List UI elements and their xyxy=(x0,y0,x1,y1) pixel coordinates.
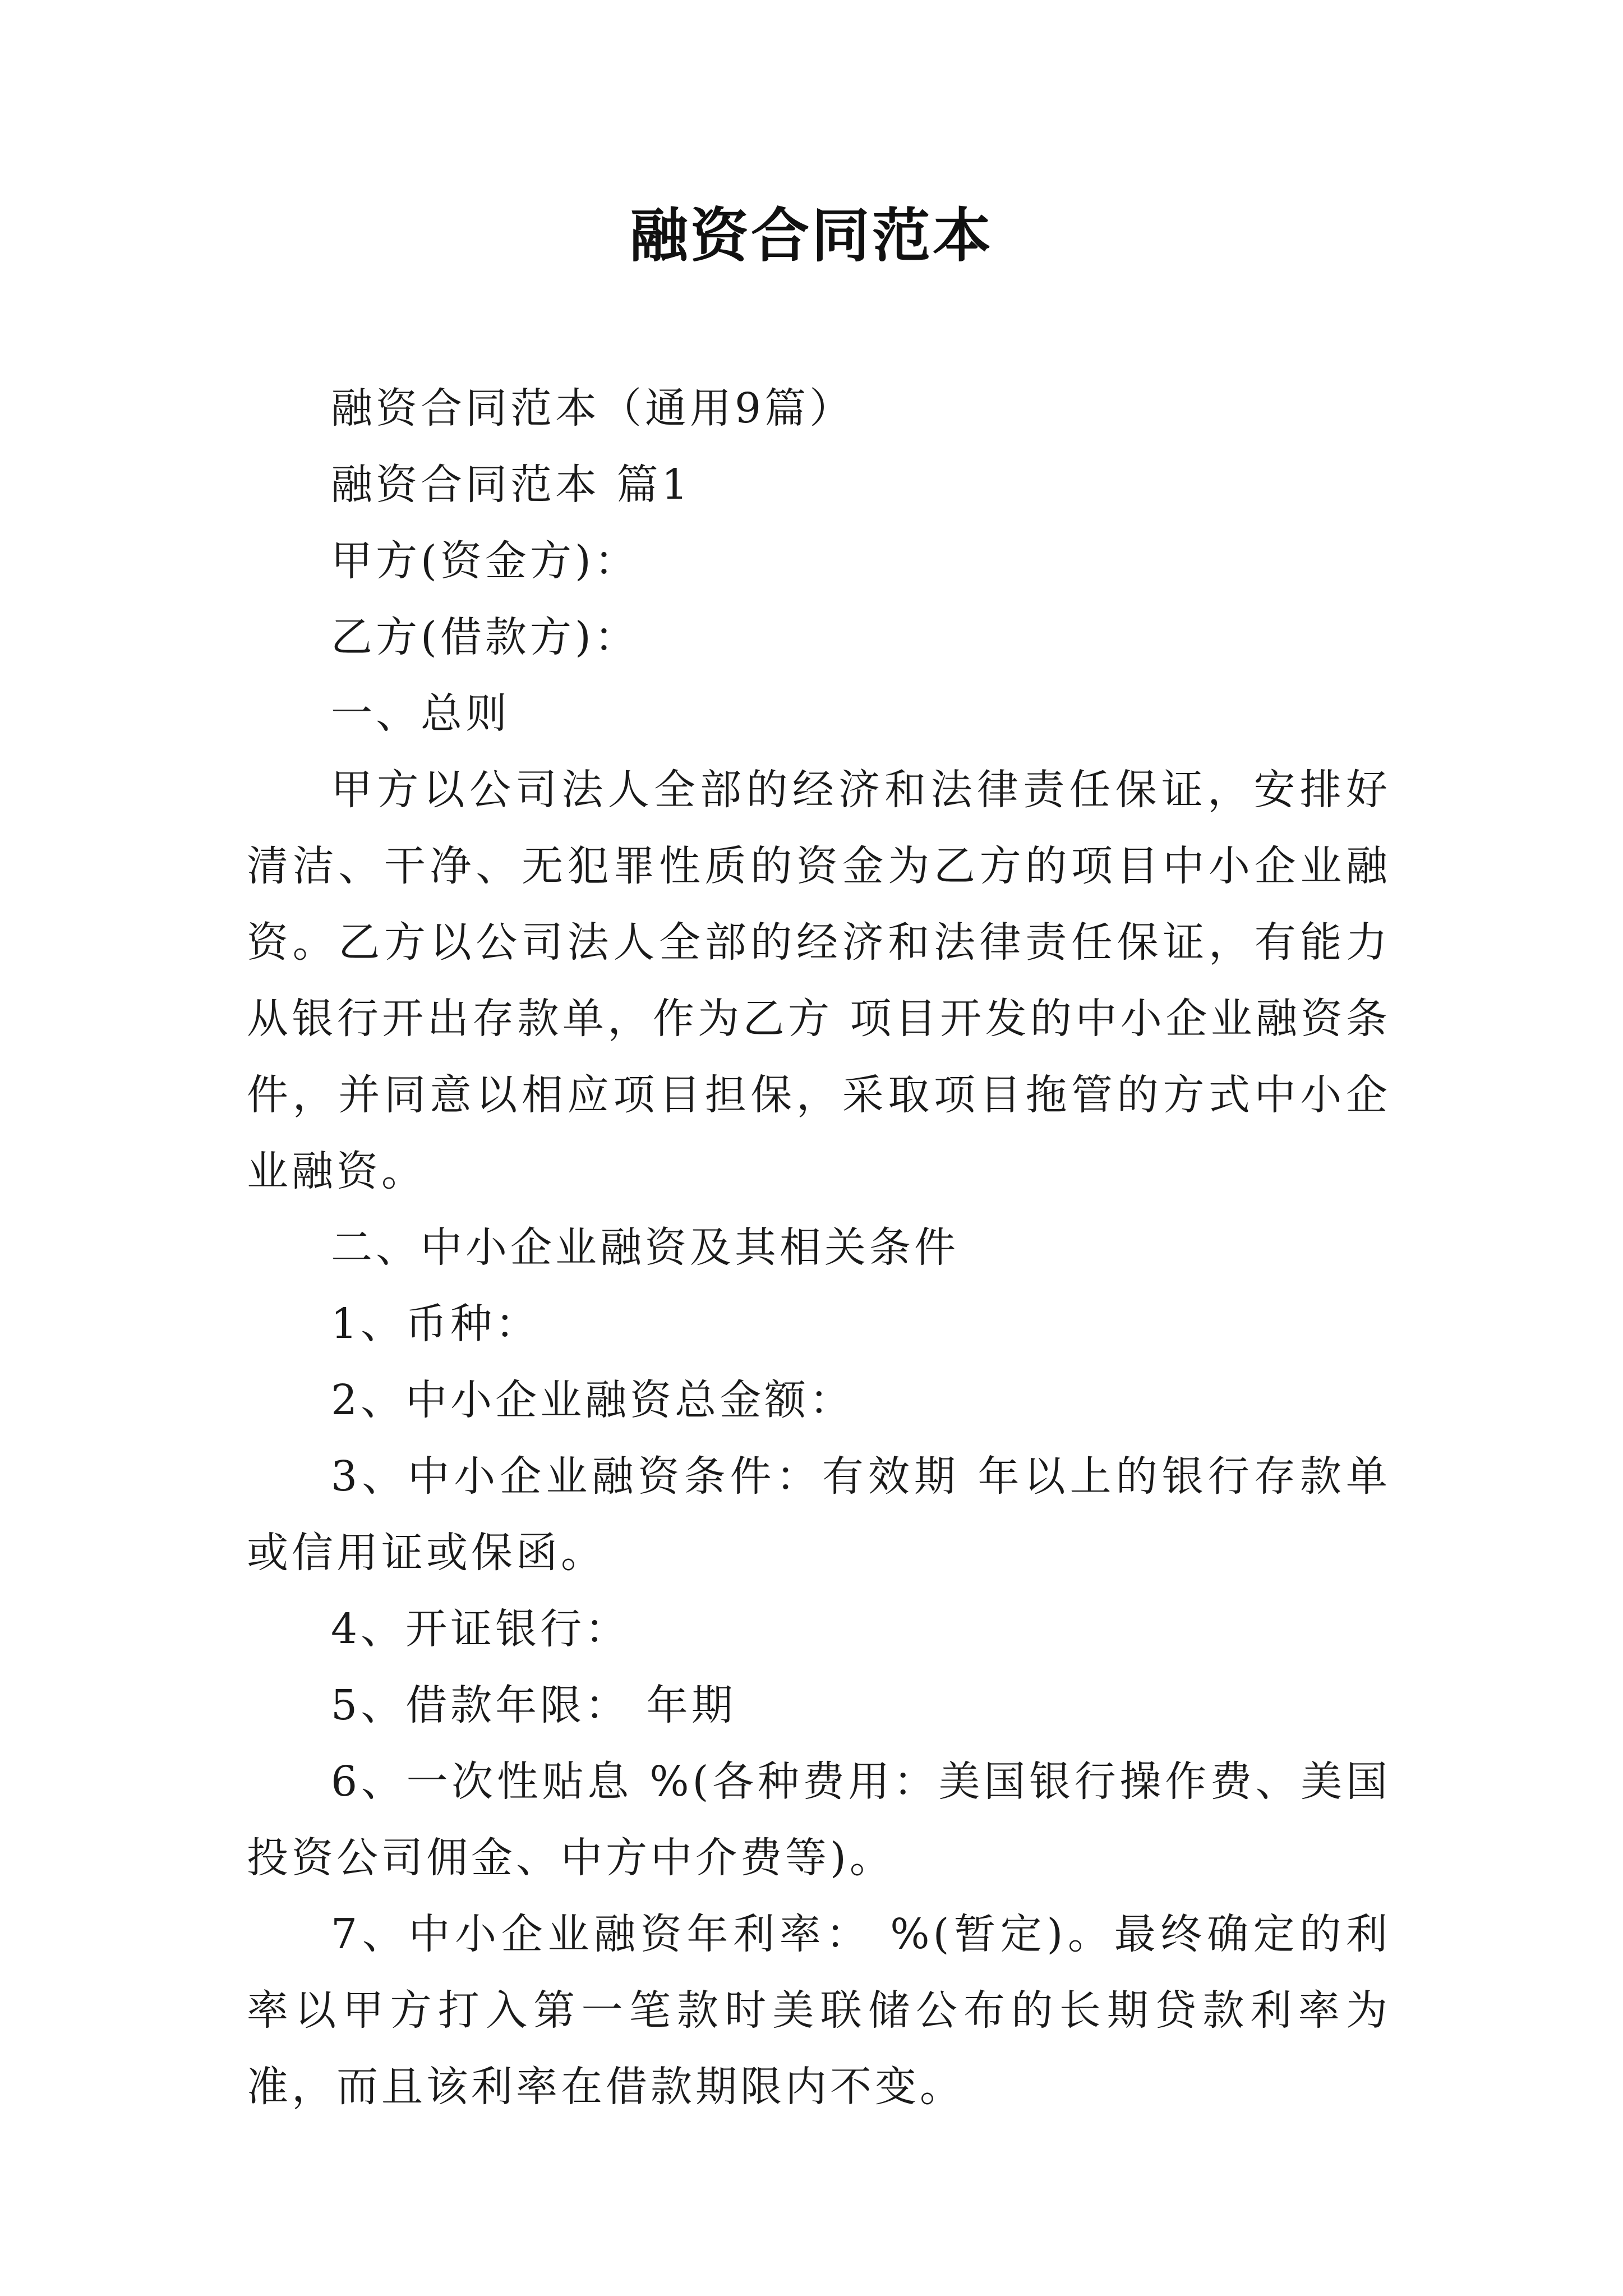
general-terms-paragraph: 甲方以公司法人全部的经济和法律责任保证，安排好清洁、干净、无犯罪性质的资金为乙方的项目中小企业融资。乙方以公司法人全部的经济和法律责任保证，有能力从银行开出存款单，作为乙方 项目开发的中小企业融资条件，并同意以相应项目担保，采取项目拖管的方式中小企业融资。 xyxy=(247,766,1391,1195)
document-title: 融资合同范本 xyxy=(629,201,993,270)
doc-subtitle: 融资合同范本（通用9篇） xyxy=(331,384,855,432)
item-loan-term: 5、借款年限： 年期 xyxy=(331,1681,736,1729)
item-total-amount: 2、中小企业融资总金额： xyxy=(331,1376,855,1424)
clause-heading-general: 一、总则 xyxy=(331,689,510,738)
item-annual-rate: 7、中小企业融资年利率： %(暂定)。最终确定的利率以甲方打入第一笔款时美联储公布的长期贷款利率为准，而且该利率在借款期限内不变。 xyxy=(247,1910,1391,2111)
item-discount-interest: 6、一次性贴息 %(各种费用：美国银行操作费、美国投资公司佣金、中方中介费等)。 xyxy=(247,1757,1391,1882)
item-financing-conditions: 3、中小企业融资条件：有效期 年以上的银行存款单或信用证或保函。 xyxy=(247,1452,1391,1577)
item-currency: 1、币种： xyxy=(331,1300,541,1348)
party-b-line: 乙方(借款方)： xyxy=(331,613,639,661)
clause-heading-financing: 二、中小企业融资及其相关条件 xyxy=(331,1223,959,1272)
party-a-line: 甲方(资金方)： xyxy=(331,537,639,585)
item-issuing-bank: 4、开证银行： xyxy=(331,1605,630,1653)
document-body xyxy=(247,370,1391,2125)
section-heading-part1: 融资合同范本 篇1 xyxy=(331,461,691,509)
